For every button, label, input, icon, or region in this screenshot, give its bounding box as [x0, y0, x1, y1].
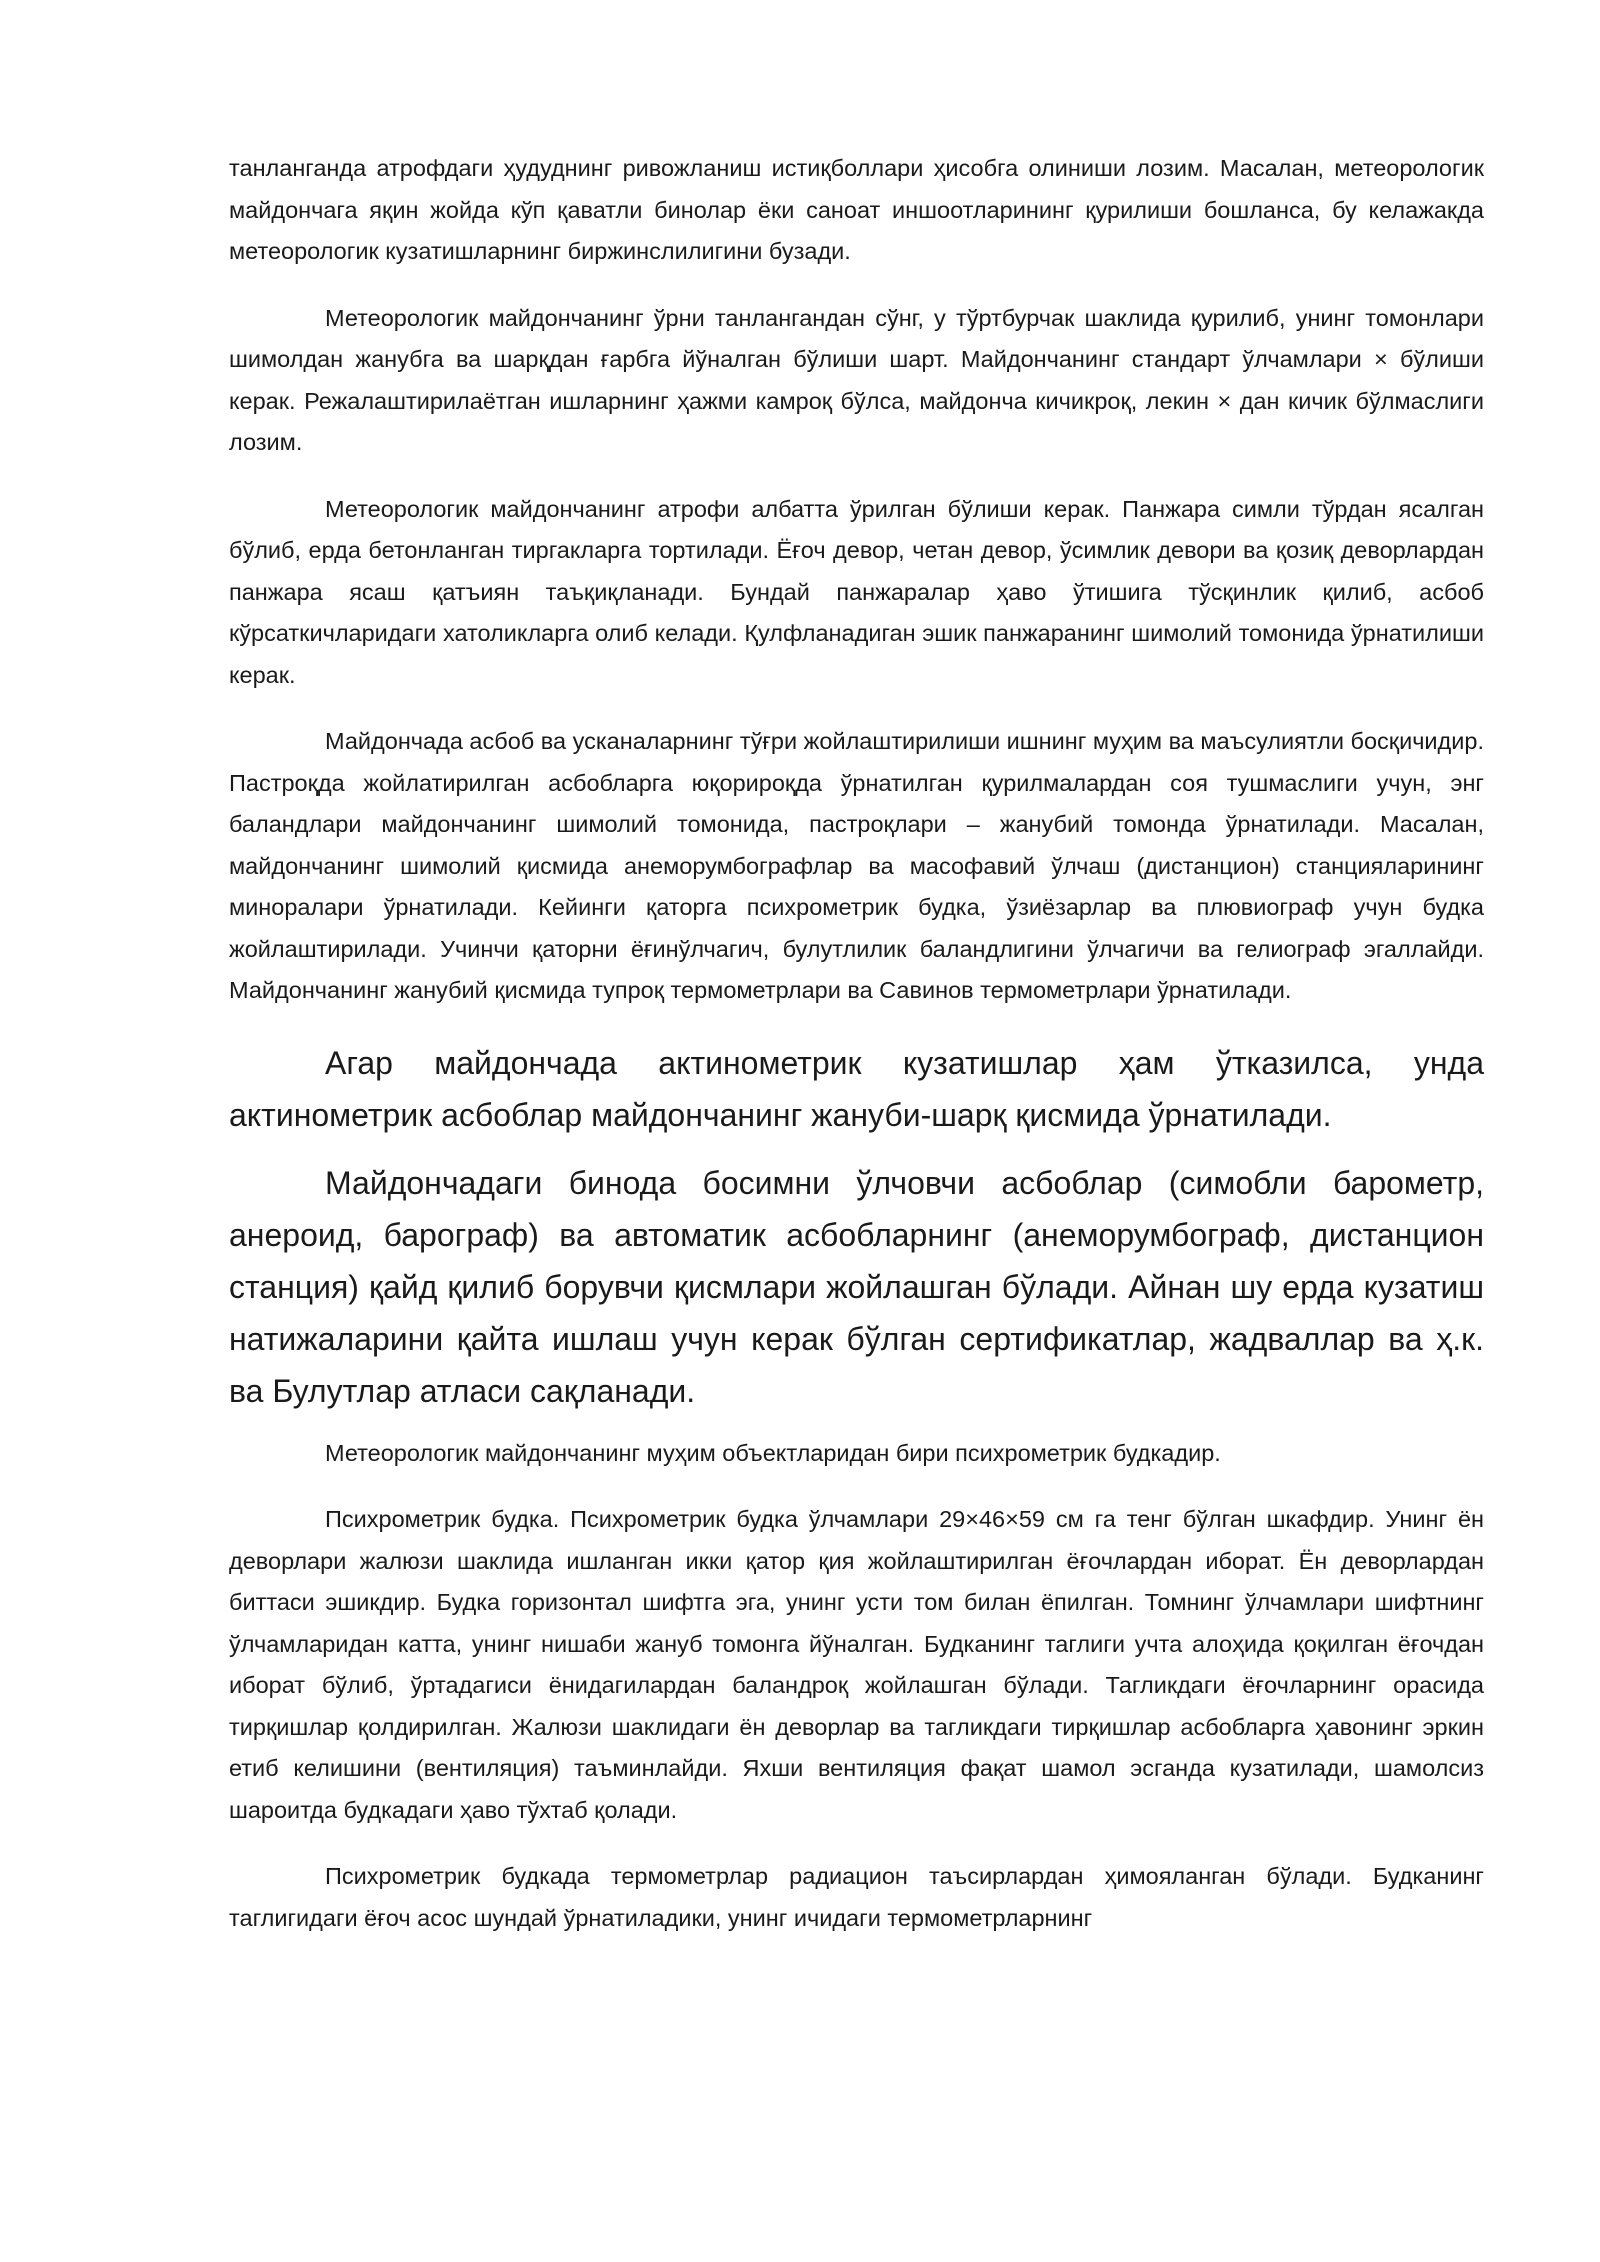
paragraph-fence: Метеорологик майдончанинг атрофи албатта ўрилган бўлиши керак. Панжара симли тўрдан ясалган бўлиб, ерда бетонланган тиргакларга тортилади. Ёғоч девор, четан девор, ўсимлик девори ва қозиқ деворлардан панжара ясаш қатъиян таъқиқланади. Бундай панжаралар ҳаво ўтишига тўсқинлик қилиб, асбоб кўрсаткичларидаги хатоликларга олиб келади. Қулфланадиган эшик панжаранинг шимолий томонида ўрнатилиши керак. — [229, 495, 1484, 688]
paragraph-site-selection-continued: танланганда атрофдаги ҳудуднинг ривожланиш истиқболлари ҳисобга олиниши лозим. Масалан, метеорологик майдончага яқин жойда кўп қаватли бинолар ёки саноат иншоотларининг қурилиши бошланса, бу келажакда метеорологик кузатишларнинг биржинслилигини бузади. — [229, 155, 1484, 264]
paragraph-psychrometric-booth: Психрометрик будка. Психрометрик будка ўлчамлари 29×46×59 см га тенг бўлган шкафдир. Унинг ён деворлари жалюзи шаклида ишланган икки қатор қия жойлаштирилган ёғочлардан иборат. Ён деворлардан биттаси эшикдир. Будка горизонтал шифтга эга, унинг усти том билан ёпилган. Томнинг ўлчамлари шифтнинг ўлчамларидан катта, унинг нишаби жануб томонга йўналган. Будканинг таглиги учта алоҳида қоқилган ёғочдан иборат бўлиб, ўртадагиси ёнидагилардан баландроқ жойлашган бўлади. Тагликдаги ёғочларнинг орасида тирқишлар қолдирилган. Жалюзи шаклидаги ён деворлар ва тагликдаги тирқишлар асбобларга ҳавонинг эркин етиб келишини (вентиляция) таъминлайди. Яхши вентиляция фақат шамол эсганда кузатилади, шамолсиз шароитда будкадаги ҳаво тўхтаб қолади. — [229, 1506, 1484, 1823]
paragraph-instrument-placement: Майдончада асбоб ва усканаларнинг тўғри жойлаштирилиши ишнинг муҳим ва маъсулиятли босқичидир. Пастроқда жойлатирилган асбобларга юқорироқда ўрнатилган қурилмалардан соя тушмаслиги учун, энг баландлари майдончанинг шимолий томонида, пастроқлари – жанубий томонда ўрнатилади. Масалан, майдончанинг шимолий қисмида анеморумбографлар ва масофавий ўлчаш (дистанцион) станцияларининг миноралари ўрнатилади. Кейинги қаторга психрометрик будка, ўзиёзарлар ва плювиограф учун будка жойлаштирилади. Учинчи қаторни ёғинўлчагич, булутлилик баландлигини ўлчагичи ва гелиограф эгаллайди. Майдончанинг жанубий қисмида тупроқ термометрлари ва Савинов термометрлари ўрнатилади. — [229, 728, 1484, 1003]
paragraph-psychrometric-intro: Метеорологик майдончанинг муҳим объектларидан бири психрометрик будкадир. — [325, 1439, 1221, 1466]
paragraph-booth-thermometers: Психрометрик будкада термометрлар радиацион таъсирлардан ҳимояланган бўлади. Будканинг таглигидаги ёғоч асос шундай ўрнатиладики, унинг ичидаги термометрларнинг — [229, 1863, 1484, 1931]
paragraph-actinometric: Агар майдончада актинометрик кузатишлар ҳам ўтказилса, унда актинометрик асбоблар майдончанинг жануби-шарқ қисмида ўрнатилади. — [229, 1044, 1484, 1133]
document-body — [229, 148, 1484, 1964]
paragraph-site-orientation: Метеорологик майдончанинг ўрни танлангандан сўнг, у тўртбурчак шаклида қурилиб, унинг томонлари шимолдан жанубга ва шарқдан ғарбга йўналган бўлиши шарт. Майдончанинг стандарт ўлчамлари × бўлиши керак. Режалаштирилаётган ишларнинг ҳажми камроқ бўлса, майдонча кичикроқ, лекин × дан кичик бўлмаслиги лозим. — [229, 304, 1484, 455]
paragraph-building-instruments: Майдончадаги бинода босимни ўлчовчи асбоблар (симобли барометр, анероид, барограф) ва автоматик асбобларнинг (анеморумбограф, дистанцион станция) қайд қилиб борувчи қисмлари жойлашган бўлади. Айнан шу ерда кузатиш натижаларини қайта ишлаш учун керак бўлган сертификатлар, жадваллар ва ҳ.к. ва Булутлар атласи сақланади. — [229, 1164, 1484, 1409]
